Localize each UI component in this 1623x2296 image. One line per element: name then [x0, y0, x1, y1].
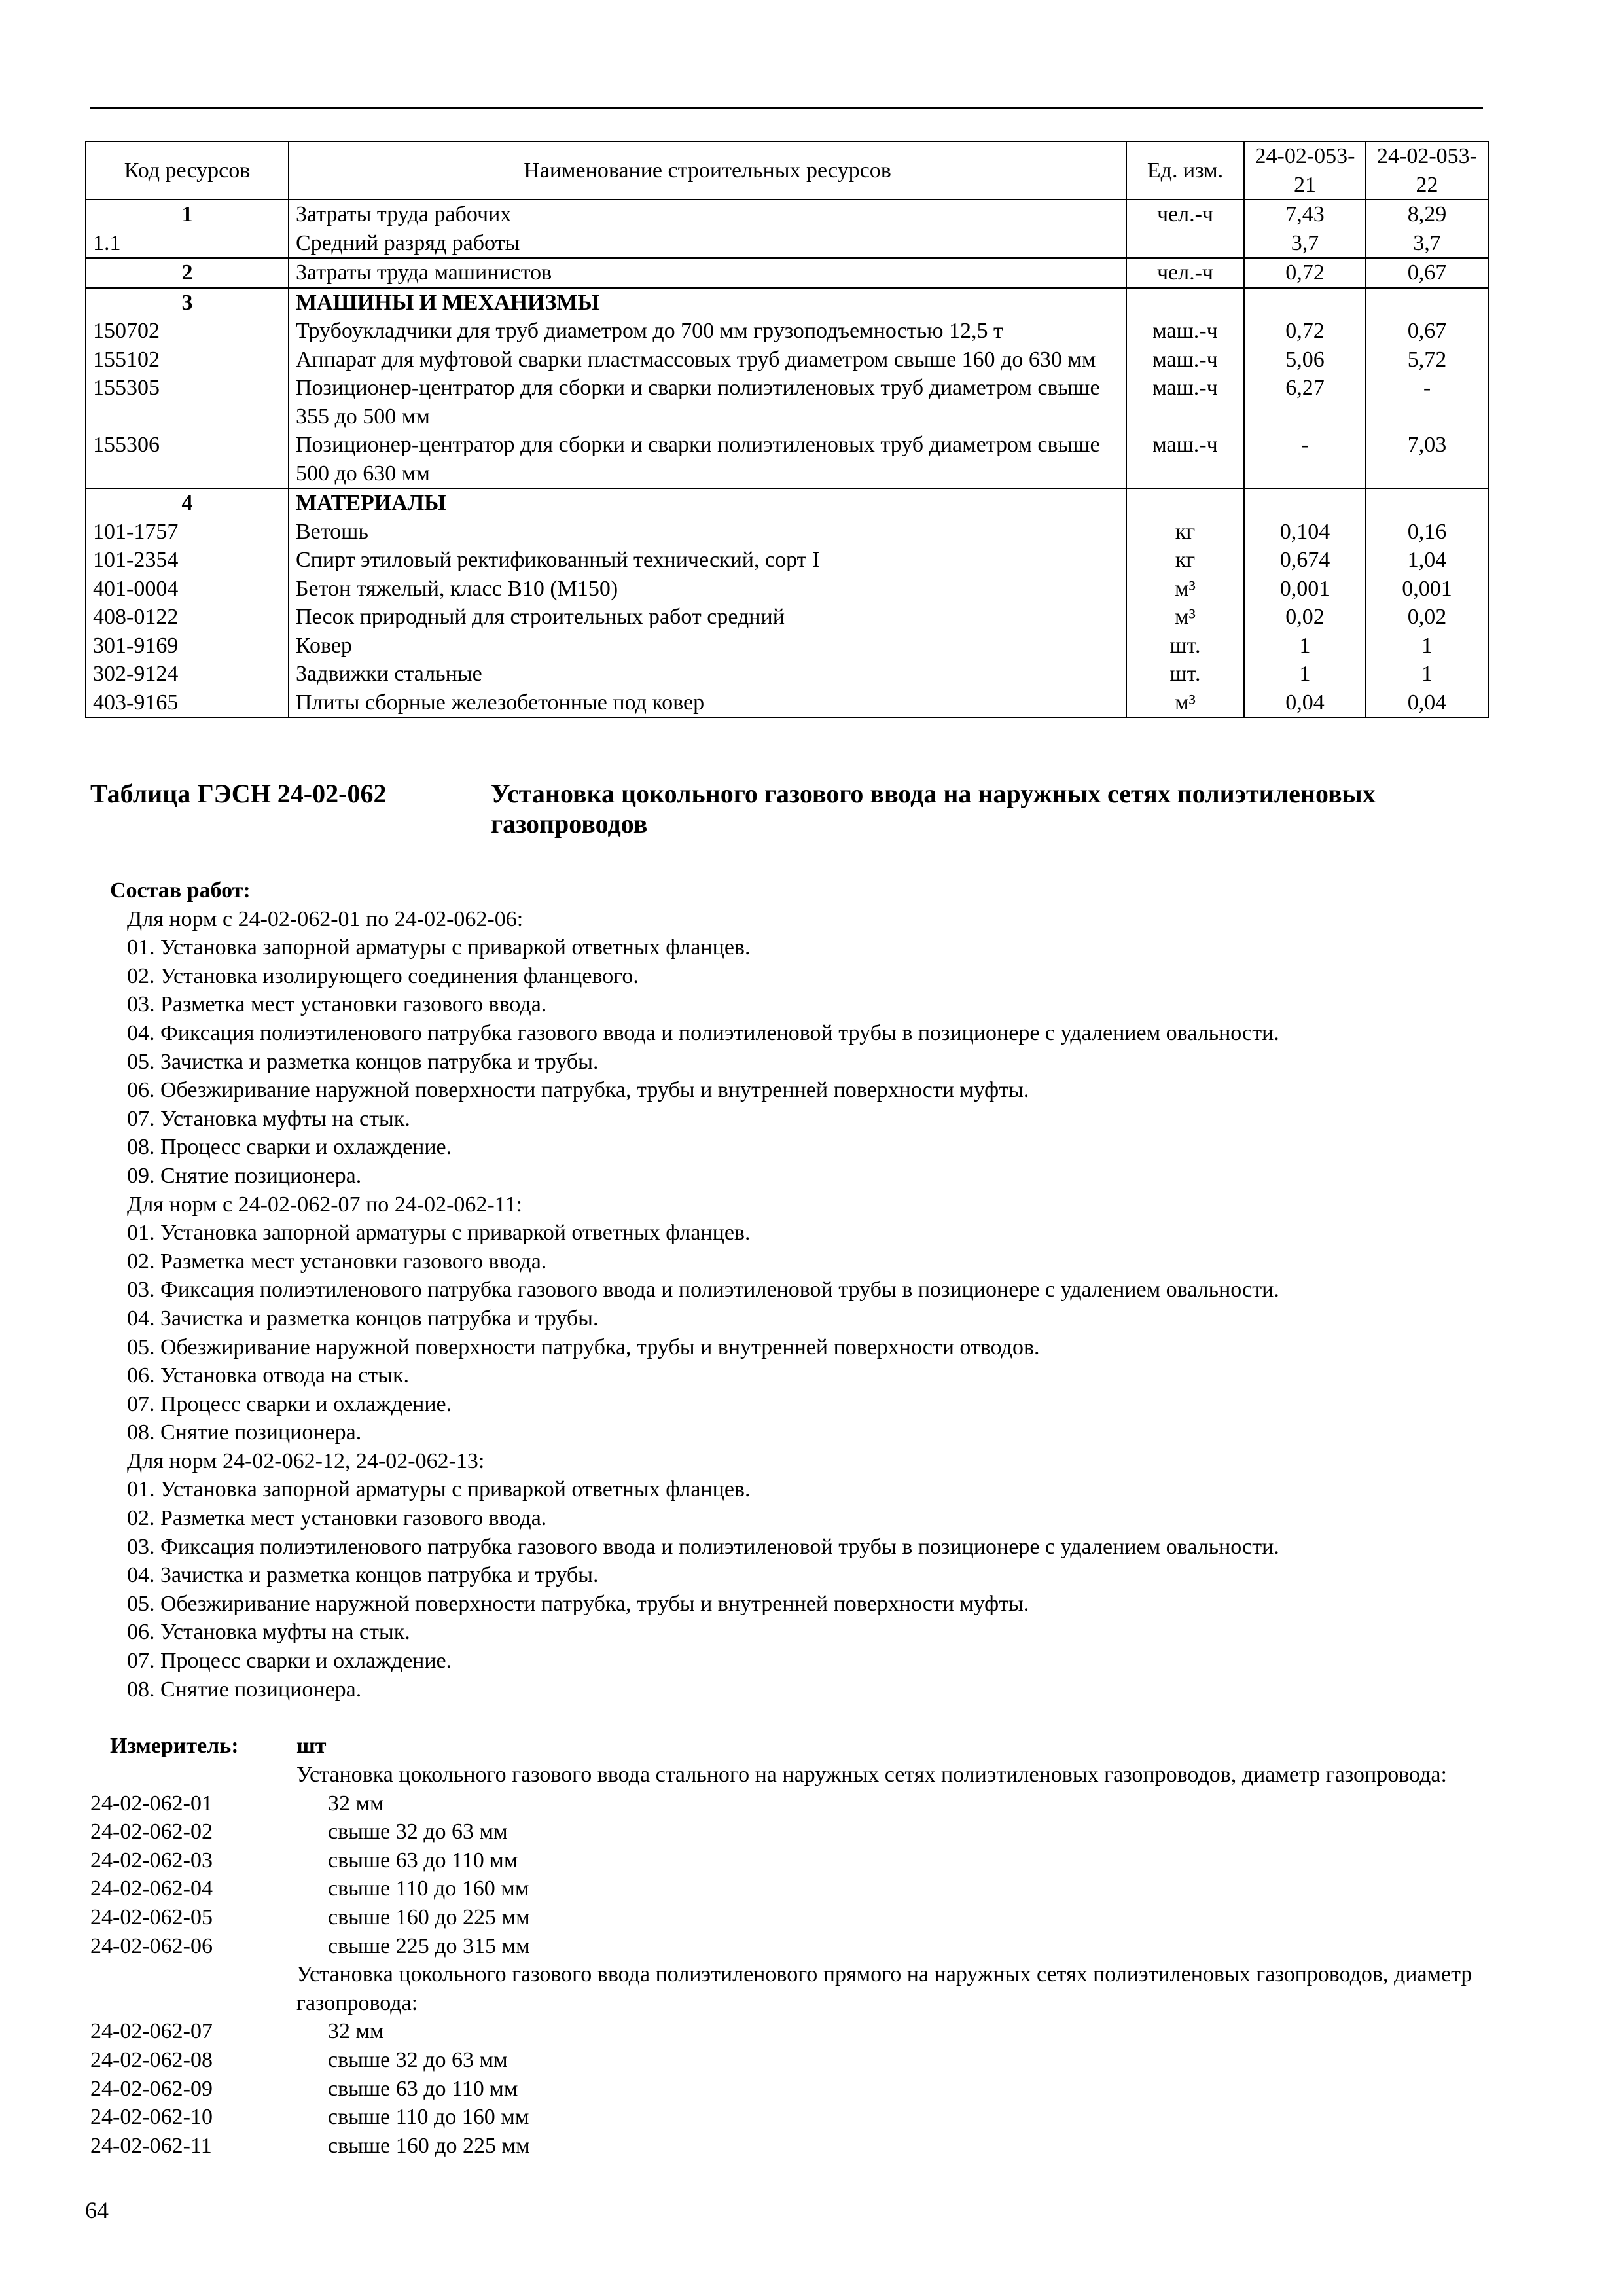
work-item: 02. Установка изолирующего соединения фланцевого.	[127, 963, 639, 988]
resource-unit: шт.	[1126, 632, 1244, 660]
resource-value-2: 0,02	[1366, 603, 1488, 632]
work-item: 01. Установка запорной арматуры с приваркой ответных фланцев.	[127, 935, 751, 960]
norm-text: свыше 110 до 160 мм	[328, 1876, 529, 1901]
work-composition-sections	[110, 905, 1279, 1704]
resource-name: Трубоукладчики для труб диаметром до 700 мм грузоподъемностью 12,5 т	[289, 317, 1126, 346]
norm-text: свыше 110 до 160 мм	[328, 2105, 529, 2130]
norm-code: 24-02-062-07	[90, 2019, 213, 2044]
work-item: 02. Разметка мест установки газового ввода.	[127, 1249, 547, 1274]
work-item: 05. Обезжиривание наружной поверхности патрубка, трубы и внутренней поверхности отводов.	[127, 1335, 1040, 1359]
resource-value-2: 0,16	[1366, 518, 1488, 547]
resource-name: Затраты труда машинистов	[289, 258, 1126, 288]
resource-value-1: 5,06	[1244, 346, 1366, 374]
resource-group	[86, 200, 1488, 258]
resource-name: Аппарат для муфтовой сварки пластмассовых труб диаметром свыше 160 до 630 мм	[289, 346, 1126, 374]
resource-code: 4	[86, 488, 289, 518]
resource-value-2: 1,04	[1366, 546, 1488, 575]
resource-unit: м³	[1126, 689, 1244, 718]
resource-value-1: 1	[1244, 660, 1366, 689]
norm-code: 24-02-062-11	[90, 2133, 212, 2158]
norm-code: 24-02-062-03	[90, 1848, 213, 1873]
resource-value-2	[1366, 488, 1488, 518]
table-row	[86, 258, 1488, 288]
norm-text: свыше 63 до 110 мм	[328, 1848, 518, 1873]
work-item: 07. Процесс сварки и охлаждение.	[127, 1649, 452, 1674]
resource-name: Бетон тяжелый, класс В10 (М150)	[289, 575, 1126, 603]
norm-row	[90, 2132, 1484, 2161]
resource-unit: маш.-ч	[1126, 346, 1244, 374]
resource-code: 150702	[86, 317, 289, 346]
work-item: 01. Установка запорной арматуры с приваркой ответных фланцев.	[127, 1477, 751, 1502]
norm-group-description: Установка цокольного газового ввода полиэтиленового прямого на наружных сетях полиэтиленовых газопроводов, диаметр газопровода:	[296, 1962, 1472, 2015]
resource-name: Позиционер-центратор для сборки и сварки полиэтиленовых труб диаметром свыше 500 до 630 мм	[289, 431, 1126, 488]
resource-name: Затраты труда рабочих	[289, 200, 1126, 229]
work-item: 09. Снятие позиционера.	[127, 1163, 362, 1188]
work-item: 06. Обезжиривание наружной поверхности патрубка, трубы и внутренней поверхности муфты.	[127, 1078, 1029, 1103]
norm-group-description: Установка цокольного газового ввода стального на наружных сетях полиэтиленовых газопроводов, диаметр газопровода:	[296, 1763, 1447, 1787]
resource-value-1: 0,72	[1244, 317, 1366, 346]
work-item: 08. Снятие позиционера.	[127, 1420, 362, 1445]
resource-code: 2	[86, 258, 289, 288]
table-row	[86, 229, 1488, 259]
resource-code: 1.1	[86, 229, 289, 259]
norm-row	[90, 1846, 1484, 1875]
resource-code: 101-1757	[86, 518, 289, 547]
resource-value-1: 7,43	[1244, 200, 1366, 229]
table-row	[86, 200, 1488, 229]
resource-code: 3	[86, 288, 289, 317]
resource-group	[86, 258, 1488, 288]
norm-code: 24-02-062-06	[90, 1933, 213, 1958]
table-row	[86, 603, 1488, 632]
resource-unit: маш.-ч	[1126, 374, 1244, 431]
norm-row	[90, 1818, 1484, 1846]
norm-text: свыше 32 до 63 мм	[328, 1820, 508, 1844]
resource-value-1: 0,02	[1244, 603, 1366, 632]
resource-value-2	[1366, 288, 1488, 317]
table-row	[86, 488, 1488, 518]
header-code: Код ресурсов	[86, 141, 289, 200]
resource-code: 155306	[86, 431, 289, 488]
resource-group	[86, 288, 1488, 489]
resource-name: МАТЕРИАЛЫ	[289, 488, 1126, 518]
table-title: Таблица ГЭСН 24-02-062	[90, 779, 387, 808]
resource-code: 403-9165	[86, 689, 289, 718]
norm-text: свыше 160 до 225 мм	[328, 2133, 530, 2158]
resource-code: 155305	[86, 374, 289, 431]
norm-row	[90, 2075, 1484, 2104]
resource-value-1: 0,674	[1244, 546, 1366, 575]
norms-list	[90, 1761, 1484, 2160]
norm-row	[90, 1874, 1484, 1903]
resource-code: 301-9169	[86, 632, 289, 660]
measure-label: Измеритель:	[110, 1734, 239, 1758]
work-composition	[110, 876, 1279, 1704]
resource-unit: кг	[1126, 518, 1244, 547]
norm-row	[90, 1903, 1484, 1932]
norm-row	[90, 2103, 1484, 2132]
work-section-intro: Для норм 24-02-062-12, 24-02-062-13:	[127, 1448, 485, 1473]
resource-name: Ветошь	[289, 518, 1126, 547]
work-item: 08. Процесс сварки и охлаждение.	[127, 1135, 452, 1160]
page-number: 64	[85, 2197, 109, 2223]
norm-row	[90, 1789, 1484, 1818]
resource-code: 155102	[86, 346, 289, 374]
work-section	[110, 1191, 1279, 1447]
resource-code: 101-2354	[86, 546, 289, 575]
resource-unit: маш.-ч	[1126, 317, 1244, 346]
resource-unit: м³	[1126, 603, 1244, 632]
table-row	[86, 518, 1488, 547]
resource-unit: м³	[1126, 575, 1244, 603]
table-caption: Установка цокольного газового ввода на наружных сетях полиэтиленовых газопроводов	[491, 779, 1376, 838]
norm-row	[90, 2017, 1484, 2046]
norm-text: свыше 160 до 225 мм	[328, 1905, 530, 1929]
resource-name: Спирт этиловый ректификованный технический, сорт I	[289, 546, 1126, 575]
resource-value-1: 1	[1244, 632, 1366, 660]
resource-name: Плиты сборные железобетонные под ковер	[289, 689, 1126, 718]
work-item: 07. Процесс сварки и охлаждение.	[127, 1391, 452, 1416]
norm-code: 24-02-062-08	[90, 2047, 213, 2072]
resource-name: Средний разряд работы	[289, 229, 1126, 259]
work-item: 08. Снятие позиционера.	[127, 1677, 362, 1702]
header-unit: Ед. изм.	[1126, 141, 1244, 200]
header-col1: 24-02-053-21	[1244, 141, 1366, 200]
resource-unit: чел.-ч	[1126, 200, 1244, 229]
resource-value-2: 0,001	[1366, 575, 1488, 603]
measure-unit: шт	[296, 1734, 327, 1758]
resource-name: Позиционер-центратор для сборки и сварки полиэтиленовых труб диаметром свыше 355 до 500 мм	[289, 374, 1126, 431]
work-item: 07. Установка муфты на стык.	[127, 1106, 410, 1131]
work-item: 03. Разметка мест установки газового ввода.	[127, 992, 547, 1017]
resource-code: 1	[86, 200, 289, 229]
resource-code: 302-9124	[86, 660, 289, 689]
resource-code: 408-0122	[86, 603, 289, 632]
resource-value-2: 5,72	[1366, 346, 1488, 374]
norm-text: свыше 225 до 315 мм	[328, 1933, 530, 1958]
resource-name: Ковер	[289, 632, 1126, 660]
work-item: 04. Зачистка и разметка концов патрубка и трубы.	[127, 1563, 599, 1588]
table-row	[86, 346, 1488, 374]
resource-value-1: 0,04	[1244, 689, 1366, 718]
resource-unit: чел.-ч	[1126, 258, 1244, 288]
resource-value-2: 1	[1366, 632, 1488, 660]
work-item: 02. Разметка мест установки газового ввода.	[127, 1506, 547, 1531]
table-row	[86, 288, 1488, 317]
header-name: Наименование строительных ресурсов	[289, 141, 1126, 200]
norm-code: 24-02-062-02	[90, 1820, 213, 1844]
resource-value-2: 1	[1366, 660, 1488, 689]
resource-table	[85, 141, 1489, 718]
norm-code: 24-02-062-01	[90, 1791, 213, 1816]
resource-value-2: 0,67	[1366, 258, 1488, 288]
resource-value-1	[1244, 288, 1366, 317]
resource-value-1: 0,104	[1244, 518, 1366, 547]
resource-unit: кг	[1126, 546, 1244, 575]
header-rule	[90, 107, 1483, 109]
resource-code: 401-0004	[86, 575, 289, 603]
resource-value-2: -	[1366, 374, 1488, 431]
work-item: 06. Установка муфты на стык.	[127, 1620, 410, 1645]
table-row	[86, 374, 1488, 431]
resource-value-2: 7,03	[1366, 431, 1488, 488]
norm-text: 32 мм	[328, 1791, 384, 1816]
table-row	[86, 632, 1488, 660]
resource-unit: шт.	[1126, 660, 1244, 689]
work-section	[110, 1447, 1279, 1704]
work-item: 03. Фиксация полиэтиленового патрубка газового ввода и полиэтиленовой трубы в позиционере с удалением овальности.	[127, 1534, 1279, 1559]
work-item: 06. Установка отвода на стык.	[127, 1363, 410, 1388]
table-row	[86, 431, 1488, 488]
work-item: 05. Обезжиривание наружной поверхности патрубка, трубы и внутренней поверхности муфты.	[127, 1591, 1029, 1616]
norm-text: свыше 63 до 110 мм	[328, 2076, 518, 2101]
resource-value-2: 0,04	[1366, 689, 1488, 718]
header-col2: 24-02-053-22	[1366, 141, 1488, 200]
table-row	[86, 546, 1488, 575]
resource-name: МАШИНЫ И МЕХАНИЗМЫ	[289, 288, 1126, 317]
norm-text: свыше 32 до 63 мм	[328, 2047, 508, 2072]
work-section-intro: Для норм с 24-02-062-01 по 24-02-062-06:	[127, 906, 524, 931]
norm-code: 24-02-062-05	[90, 1905, 213, 1929]
work-item: 01. Установка запорной арматуры с приваркой ответных фланцев.	[127, 1221, 751, 1246]
resource-unit	[1126, 488, 1244, 518]
resource-value-1: 6,27	[1244, 374, 1366, 431]
work-item: 03. Фиксация полиэтиленового патрубка газового ввода и полиэтиленовой трубы в позиционере с удалением овальности.	[127, 1278, 1279, 1302]
work-section-intro: Для норм с 24-02-062-07 по 24-02-062-11:	[127, 1192, 522, 1217]
resource-name: Песок природный для строительных работ средний	[289, 603, 1126, 632]
norm-row	[90, 2046, 1484, 2075]
work-section	[110, 905, 1279, 1191]
norm-code: 24-02-062-09	[90, 2076, 213, 2101]
resource-unit: маш.-ч	[1126, 431, 1244, 488]
norm-code: 24-02-062-04	[90, 1876, 213, 1901]
norm-code: 24-02-062-10	[90, 2105, 213, 2130]
resource-table-header	[86, 141, 1488, 200]
table-row	[86, 689, 1488, 718]
norm-row	[90, 1932, 1484, 1961]
resource-value-1: -	[1244, 431, 1366, 488]
table-row	[86, 575, 1488, 603]
resource-value-1: 0,001	[1244, 575, 1366, 603]
resource-value-1: 0,72	[1244, 258, 1366, 288]
table-row	[86, 660, 1488, 689]
work-item: 04. Фиксация полиэтиленового патрубка газового ввода и полиэтиленовой трубы в позиционере с удалением овальности.	[127, 1020, 1279, 1045]
resource-value-2: 3,7	[1366, 229, 1488, 259]
resource-value-1	[1244, 488, 1366, 518]
work-composition-heading: Состав работ:	[110, 878, 251, 903]
resource-unit	[1126, 229, 1244, 259]
work-item: 05. Зачистка и разметка концов патрубка и трубы.	[127, 1049, 599, 1074]
resource-value-2: 8,29	[1366, 200, 1488, 229]
resource-value-2: 0,67	[1366, 317, 1488, 346]
resource-name: Задвижки стальные	[289, 660, 1126, 689]
resource-unit	[1126, 288, 1244, 317]
work-item: 04. Зачистка и разметка концов патрубка и трубы.	[127, 1306, 599, 1331]
resource-group	[86, 488, 1488, 717]
norm-text: 32 мм	[328, 2019, 384, 2044]
resource-value-1: 3,7	[1244, 229, 1366, 259]
table-row	[86, 317, 1488, 346]
